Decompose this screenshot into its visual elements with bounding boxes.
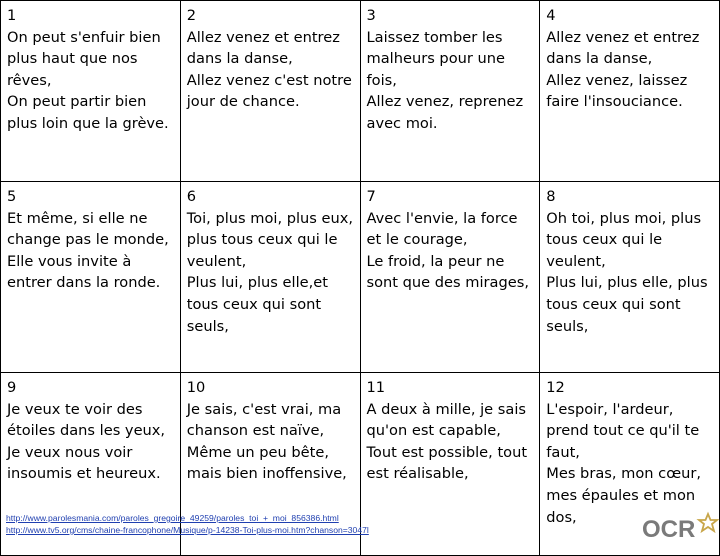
cell-number: 12 [546, 379, 565, 396]
lyric-cell-3 [360, 1, 540, 182]
cell-number: 7 [366, 188, 376, 205]
cell-lyrics: Je veux te voir des étoiles dans les yeux, Je veux nous voir insoumis et heureux. [7, 400, 166, 483]
cell-number: 4 [546, 7, 556, 24]
cell-number: 10 [186, 379, 206, 396]
lyric-cell-6 [180, 182, 360, 373]
cell-number: 9 [7, 379, 17, 396]
source-links [6, 512, 369, 536]
lyric-cell-11 [360, 373, 540, 556]
lyric-cell-5 [1, 182, 181, 373]
cell-lyrics: Allez venez et entrez dans la danse, Allez venez, laissez faire l'insouciance. [546, 28, 700, 111]
cell-number: 11 [366, 379, 386, 396]
lyric-cell-1 [1, 1, 181, 182]
grid-row [1, 1, 720, 182]
cell-number: 3 [366, 7, 376, 24]
source-link-parolesmania[interactable]: http://www.parolesmania.com/paroles_gregoire_49259/paroles_toi_+_moi_856386.html [6, 513, 339, 523]
cell-number: 6 [186, 188, 197, 205]
cell-lyrics: Avec l'envie, la force et le courage, Le froid, la peur ne sont que des mirages, [366, 209, 529, 292]
lyric-cell-7 [360, 182, 540, 373]
cell-lyrics: Je sais, c'est vrai, ma chanson est naïve, Même un peu bête, mais bien inoffensive, [186, 400, 347, 483]
cell-number: 1 [7, 7, 17, 24]
cell-lyrics: Et même, si elle ne change pas le monde, Elle vous invite à entrer dans la ronde. [7, 209, 169, 292]
lyric-cell-4 [540, 1, 720, 182]
cell-number: 2 [186, 7, 197, 24]
cell-lyrics: On peut s'enfuir bien plus haut que nos rêves, On peut partir bien plus loin que la grève. [7, 28, 169, 132]
grid-row [1, 182, 720, 373]
cell-lyrics: Toi, plus moi, plus eux, plus tous ceux qui le veulent, Plus lui, plus elle,et tous ceux qui sont seuls, [186, 209, 354, 335]
ocr-logo-text: OCR [642, 516, 696, 540]
lyric-cell-2 [180, 1, 360, 182]
lyric-cell-8 [540, 182, 720, 373]
ocr-logo [640, 510, 720, 540]
cell-lyrics: L'espoir, l'ardeur, prend tout ce qu'il te faut, Mes bras, mon cœur, mes épaules et mon dos, [546, 400, 702, 526]
cell-number: 8 [546, 188, 556, 205]
cell-lyrics: Oh toi, plus moi, plus tous ceux qui le veulent, Plus lui, plus elle, plus tous ceux qui sont seuls, [546, 209, 708, 335]
cell-lyrics: A deux à mille, je sais qu'on est capable, Tout est possible, tout est réalisable, [366, 400, 528, 483]
cell-number: 5 [7, 188, 17, 205]
cell-lyrics: Allez venez et entrez dans la danse, Allez venez c'est notre jour de chance. [186, 28, 352, 111]
cell-lyrics: Laissez tomber les malheurs pour une fois, Allez venez, reprenez avec moi. [366, 28, 524, 132]
source-link-tv5[interactable]: http://www.tv5.org/cms/chaine-francophone/Musique/p-14238-Toi-plus-moi.htm?chanson=3047l [6, 525, 369, 535]
ocr-star-icon [699, 514, 717, 531]
